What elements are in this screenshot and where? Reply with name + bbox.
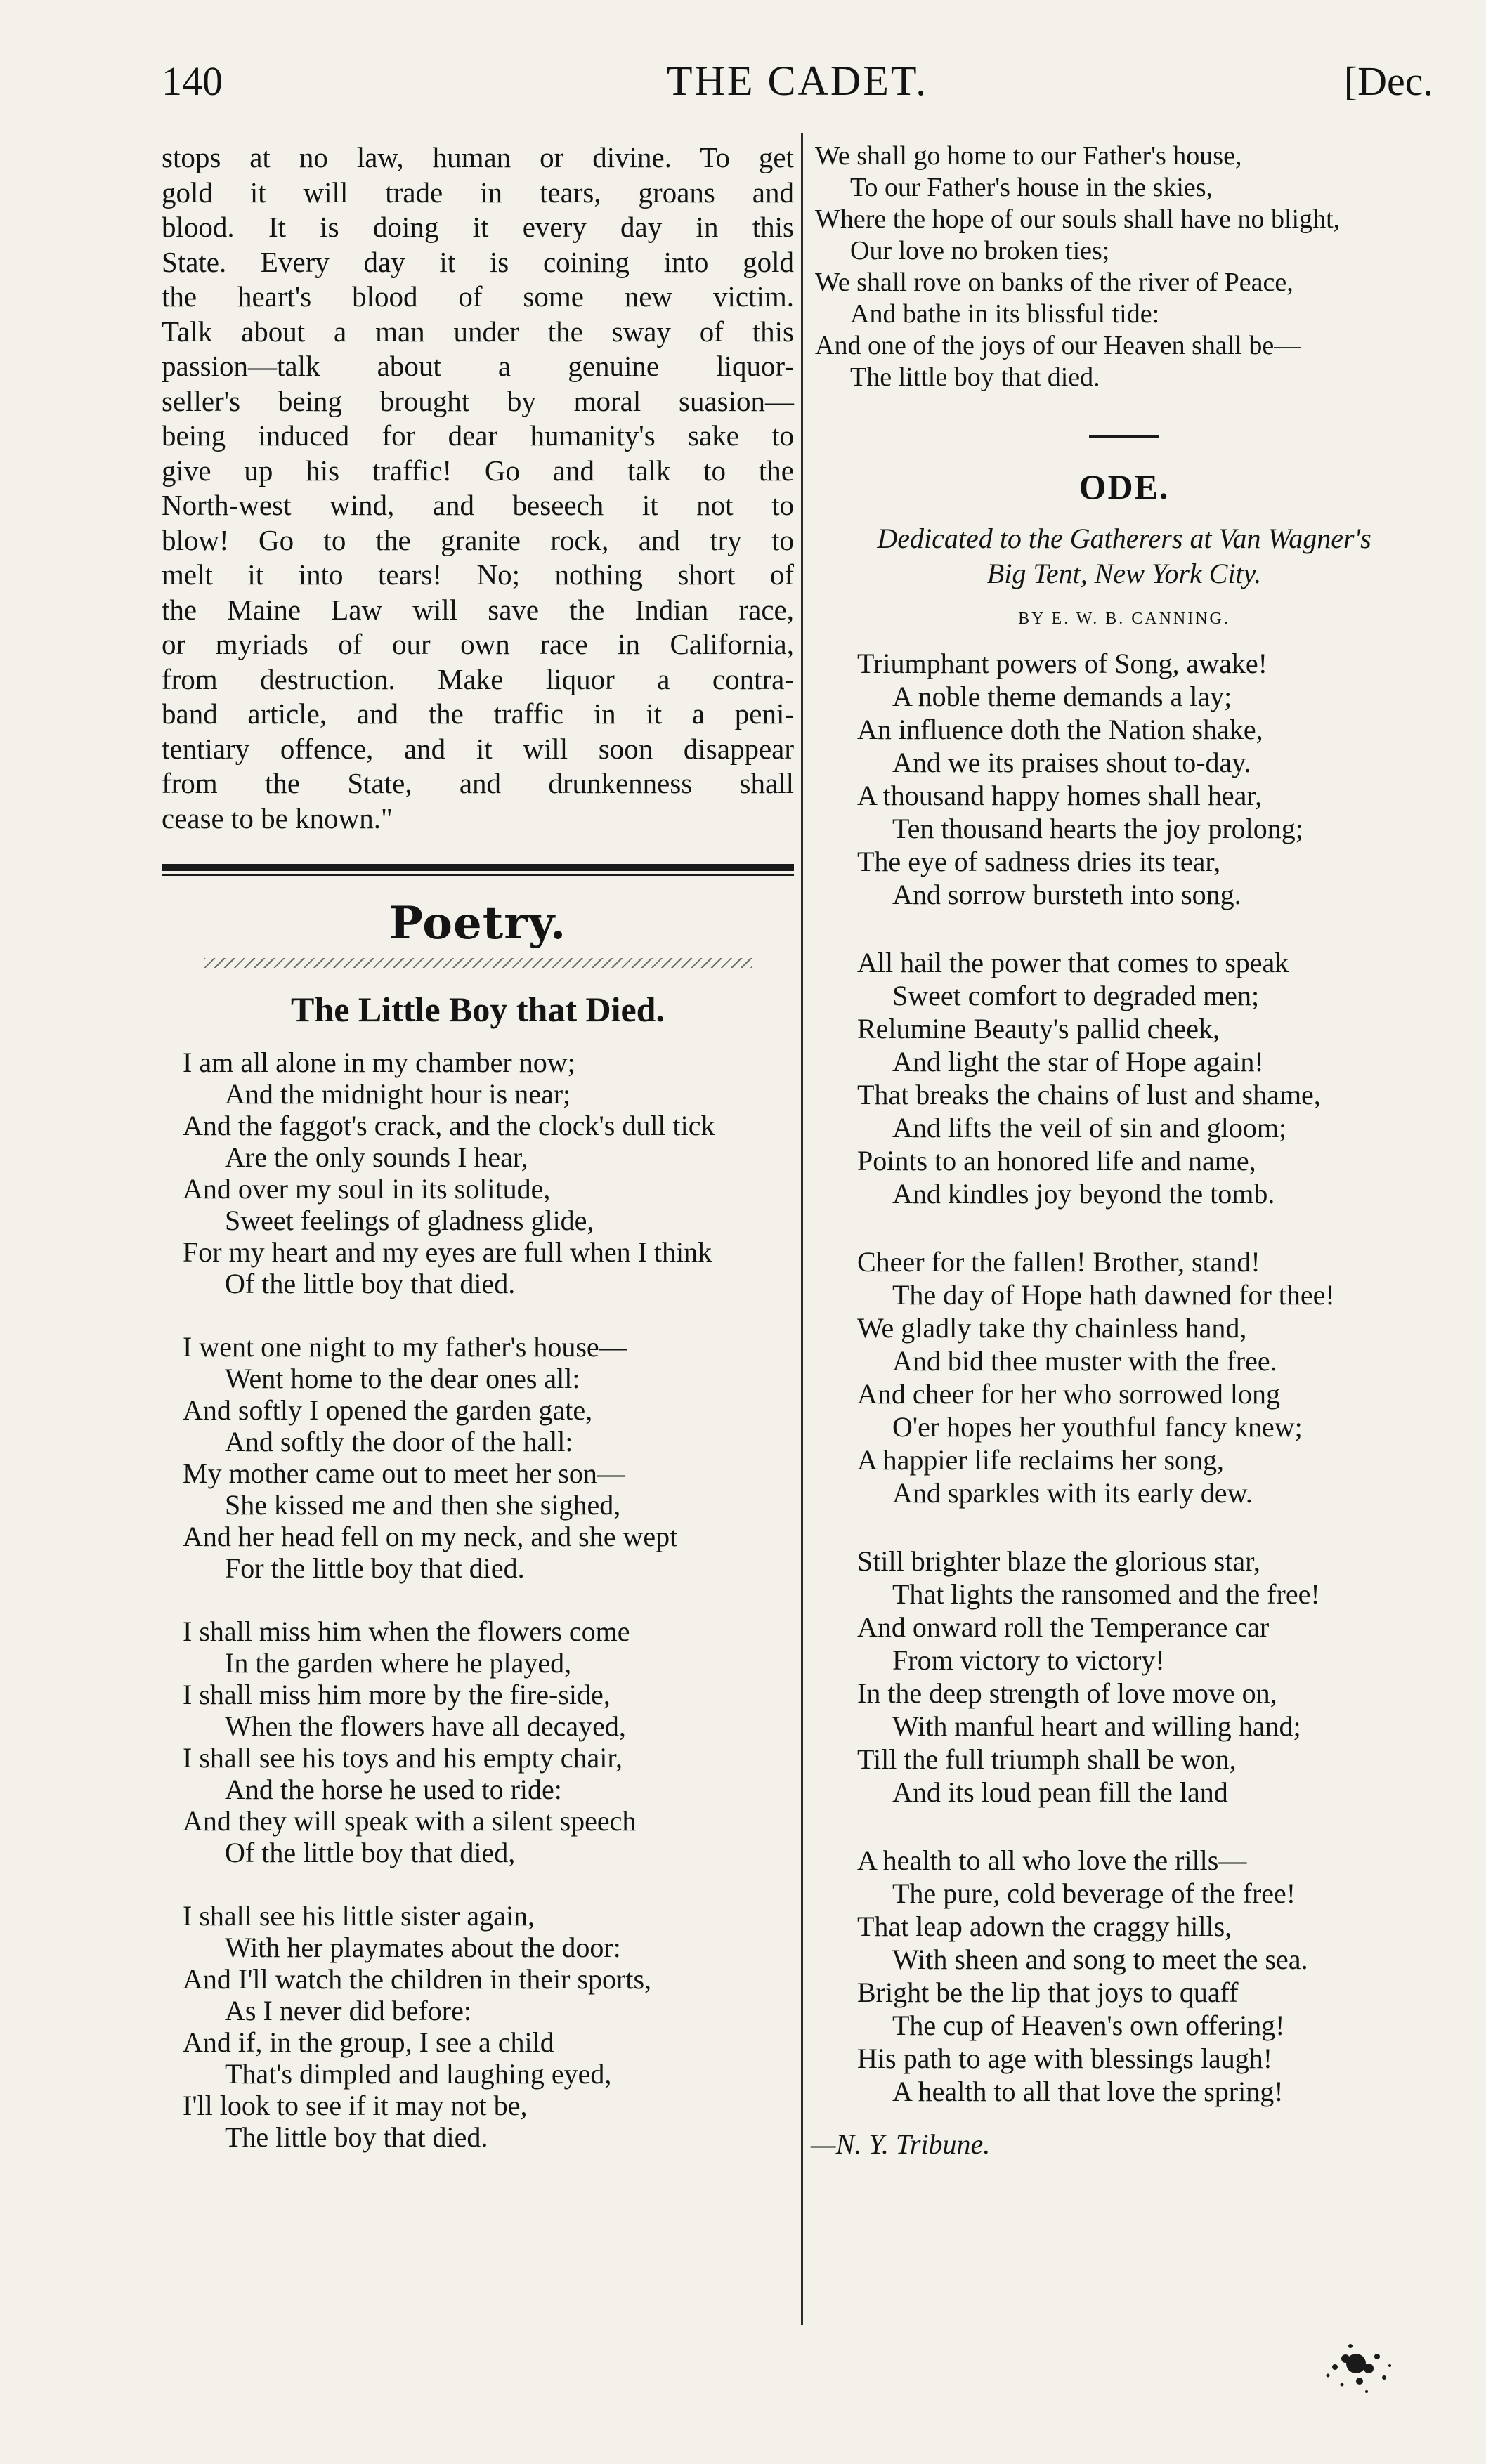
stanza bbox=[815, 946, 1433, 1210]
prose-line: band article, and the traffic in it a peni- bbox=[162, 697, 794, 730]
poem-line: With manful heart and willing hand; bbox=[892, 1710, 1301, 1742]
poem-line: For my heart and my eyes are full when I think bbox=[183, 1236, 712, 1268]
ink-blot-ornament bbox=[1307, 2325, 1405, 2402]
poem-line: That's dimpled and laughing eyed, bbox=[225, 2058, 612, 2090]
prose-continuation bbox=[162, 140, 794, 836]
poem-line: The pure, cold beverage of the free! bbox=[892, 1878, 1296, 1909]
poem-line: I am all alone in my chamber now; bbox=[183, 1047, 575, 1078]
poem-line: With her playmates about the door: bbox=[225, 1932, 621, 1963]
poem-line: Still brighter blaze the glorious star, bbox=[857, 1545, 1260, 1577]
stanza bbox=[162, 1331, 794, 1584]
poem-line: And onward roll the Temperance car bbox=[857, 1611, 1270, 1643]
left-column bbox=[162, 140, 794, 2153]
poem-line: I shall miss him more by the fire-side, bbox=[183, 1679, 611, 1710]
prose-line: stops at no law, human or divine. To get bbox=[162, 141, 794, 173]
poem-line: Cheer for the fallen! Brother, stand! bbox=[857, 1246, 1260, 1278]
short-rule bbox=[1089, 435, 1159, 438]
section-rule-thin bbox=[162, 874, 794, 876]
section-rule-thick bbox=[162, 864, 794, 871]
poem-line: And lifts the veil of sin and gloom; bbox=[892, 1112, 1287, 1143]
prose-line: cease to be known." bbox=[162, 801, 393, 834]
ode-dedication bbox=[815, 521, 1433, 591]
prose-line: the heart's blood of some new victim. bbox=[162, 280, 794, 313]
poem-line: With sheen and song to meet the sea. bbox=[892, 1944, 1308, 1975]
dedication-line: Dedicated to the Gatherers at Van Wagner's bbox=[877, 523, 1371, 554]
poem-line: And sparkles with its early dew. bbox=[892, 1477, 1253, 1509]
poem-line: And we its praises shout to-day. bbox=[892, 747, 1251, 778]
poem-line: We gladly take thy chainless hand, bbox=[857, 1312, 1247, 1344]
poem-line: Triumphant powers of Song, awake! bbox=[857, 648, 1268, 679]
poem-line: That breaks the chains of lust and shame, bbox=[857, 1079, 1321, 1110]
poem-line: Till the full triumph shall be won, bbox=[857, 1743, 1237, 1775]
poem-line: Relumine Beauty's pallid cheek, bbox=[857, 1013, 1220, 1044]
publication-title: THE CADET. bbox=[666, 57, 929, 104]
poem-line: And light the star of Hope again! bbox=[892, 1046, 1264, 1077]
stanza bbox=[815, 1545, 1433, 1809]
poem-continued-stanza bbox=[815, 140, 1433, 393]
header-month: [Dec. bbox=[1343, 58, 1433, 104]
prose-line: tentiary offence, and it will soon disappear bbox=[162, 732, 794, 765]
poem-title: The Little Boy that Died. bbox=[291, 990, 665, 1029]
poem-line: I went one night to my father's house— bbox=[183, 1331, 627, 1363]
poem-line: And bathe in its blissful tide: bbox=[850, 299, 1160, 329]
stanza bbox=[815, 647, 1433, 911]
poem-line: The eye of sadness dries its tear, bbox=[857, 846, 1221, 877]
poem-line: To our Father's house in the skies, bbox=[850, 173, 1213, 202]
prose-line: gold it will trade in tears, groans and bbox=[162, 176, 794, 209]
stanza bbox=[162, 1616, 794, 1868]
poem-line: The little boy that died. bbox=[225, 2121, 488, 2153]
poem-line: And they will speak with a silent speech bbox=[183, 1805, 637, 1837]
poem-line: The little boy that died. bbox=[850, 362, 1100, 392]
poem-line: Points to an honored life and name, bbox=[857, 1145, 1256, 1177]
poem-line: And the faggot's crack, and the clock's dull tick bbox=[183, 1110, 715, 1141]
prose-line: blow! Go to the granite rock, and try to bbox=[162, 523, 794, 556]
column-divider bbox=[801, 133, 803, 2325]
poem-line: O'er hopes her youthful fancy knew; bbox=[892, 1411, 1303, 1443]
poem-line: A happier life reclaims her song, bbox=[857, 1444, 1225, 1476]
poem-line: Of the little boy that died. bbox=[225, 1268, 516, 1299]
poem-line: Sweet feelings of gladness glide, bbox=[225, 1205, 594, 1236]
poem-line: And I'll watch the children in their sports, bbox=[183, 1963, 652, 1995]
poem-line: And one of the joys of our Heaven shall be— bbox=[815, 331, 1301, 360]
poem-line: I shall miss him when the flowers come bbox=[183, 1616, 630, 1647]
poem-line: And softly the door of the hall: bbox=[225, 1426, 573, 1457]
page-number: 140 bbox=[162, 58, 223, 104]
running-header bbox=[162, 49, 1433, 112]
poem-line: Went home to the dear ones all: bbox=[225, 1363, 580, 1394]
poem-line: We shall rove on banks of the river of Peace, bbox=[815, 268, 1293, 297]
poem-line: Are the only sounds I hear, bbox=[225, 1141, 528, 1173]
ode-title: ODE. bbox=[1078, 467, 1170, 506]
poem-line: When the flowers have all decayed, bbox=[225, 1710, 626, 1742]
poem-body bbox=[162, 1047, 794, 2153]
poem-line: An influence doth the Nation shake, bbox=[857, 714, 1263, 745]
stanza bbox=[162, 1900, 794, 2153]
poem-line: We shall go home to our Father's house, bbox=[815, 141, 1242, 171]
poem-line: Bright be the lip that joys to quaff bbox=[857, 1977, 1239, 2008]
poem-line: The day of Hope hath dawned for thee! bbox=[892, 1279, 1335, 1311]
prose-line: State. Every day it is coining into gold bbox=[162, 245, 794, 278]
poem-line: All hail the power that comes to speak bbox=[857, 947, 1289, 978]
stanza bbox=[815, 1245, 1433, 1509]
poem-line: And if, in the group, I see a child bbox=[183, 2026, 554, 2058]
ode-body bbox=[815, 647, 1433, 2108]
wavy-rule bbox=[204, 958, 752, 968]
poem-line: My mother came out to meet her son— bbox=[183, 1457, 625, 1489]
poem-line: I shall see his toys and his empty chair, bbox=[183, 1742, 623, 1774]
prose-line: melt it into tears! No; nothing short of bbox=[162, 558, 794, 591]
ode-byline: BY E. W. B. CANNING. bbox=[1018, 610, 1230, 628]
poem-line: As I never did before: bbox=[225, 1995, 471, 2026]
right-column bbox=[811, 140, 1433, 2161]
poem-line: From victory to victory! bbox=[892, 1644, 1165, 1676]
poem-line: Of the little boy that died, bbox=[225, 1837, 516, 1868]
poem-line: Our love no broken ties; bbox=[850, 236, 1110, 266]
poem-line: For the little boy that died. bbox=[225, 1552, 525, 1584]
poem-line: A health to all that love the spring! bbox=[892, 2076, 1284, 2107]
prose-line: give up his traffic! Go and talk to the bbox=[162, 454, 794, 487]
prose-line: passion—talk about a genuine liquor- bbox=[162, 350, 794, 382]
poem-line: I shall see his little sister again, bbox=[183, 1900, 535, 1932]
poem-line: His path to age with blessings laugh! bbox=[857, 2043, 1273, 2074]
poem-line: In the deep strength of love move on, bbox=[857, 1677, 1277, 1709]
poem-line: And her head fell on my neck, and she wept bbox=[183, 1521, 678, 1552]
attribution: —N. Y. Tribune. bbox=[811, 2128, 991, 2160]
poem-line: And over my soul in its solitude, bbox=[183, 1173, 551, 1205]
poem-line: And cheer for her who sorrowed long bbox=[857, 1378, 1281, 1410]
poem-line: A noble theme demands a lay; bbox=[892, 681, 1232, 712]
poem-line: And sorrow bursteth into song. bbox=[892, 879, 1241, 910]
prose-line: North-west wind, and beseech it not to bbox=[162, 489, 794, 521]
prose-line: being induced for dear humanity's sake to bbox=[162, 419, 794, 452]
stanza bbox=[162, 1047, 794, 1299]
poem-line: In the garden where he played, bbox=[225, 1647, 572, 1679]
section-heading: Poetry. bbox=[389, 897, 567, 950]
poem-line: The cup of Heaven's own offering! bbox=[892, 2010, 1285, 2041]
poem-line: And the midnight hour is near; bbox=[225, 1078, 571, 1110]
poem-line: And the horse he used to ride: bbox=[225, 1774, 562, 1805]
poem-line: I'll look to see if it may not be, bbox=[183, 2090, 528, 2121]
prose-line: from destruction. Make liquor a contra- bbox=[162, 662, 794, 695]
poem-line: Where the hope of our souls shall have no blight, bbox=[815, 204, 1341, 234]
prose-line: seller's being brought by moral suasion— bbox=[162, 384, 794, 417]
prose-line: or myriads of our own race in California, bbox=[162, 628, 794, 660]
poem-line: And its loud pean fill the land bbox=[892, 1776, 1228, 1808]
poem-line: That leap adown the craggy hills, bbox=[857, 1911, 1232, 1942]
stanza bbox=[815, 1844, 1433, 2108]
poem-line: That lights the ransomed and the free! bbox=[892, 1578, 1320, 1610]
dedication-line: Big Tent, New York City. bbox=[986, 558, 1262, 589]
prose-line: the Maine Law will save the Indian race, bbox=[162, 593, 794, 626]
poem-line: Ten thousand hearts the joy prolong; bbox=[892, 813, 1303, 844]
poem-line: And softly I opened the garden gate, bbox=[183, 1394, 593, 1426]
prose-line: Talk about a man under the sway of this bbox=[162, 315, 794, 348]
poem-line: And bid thee muster with the free. bbox=[892, 1345, 1277, 1377]
prose-line: blood. It is doing it every day in this bbox=[162, 211, 794, 243]
poem-line: A thousand happy homes shall hear, bbox=[857, 780, 1263, 811]
poem-line: Sweet comfort to degraded men; bbox=[892, 980, 1260, 1011]
prose-line: from the State, and drunkenness shall bbox=[162, 767, 794, 799]
poem-line: She kissed me and then she sighed, bbox=[225, 1489, 621, 1521]
poem-line: A health to all who love the rills— bbox=[857, 1844, 1247, 1876]
poem-line: And kindles joy beyond the tomb. bbox=[892, 1178, 1275, 1210]
